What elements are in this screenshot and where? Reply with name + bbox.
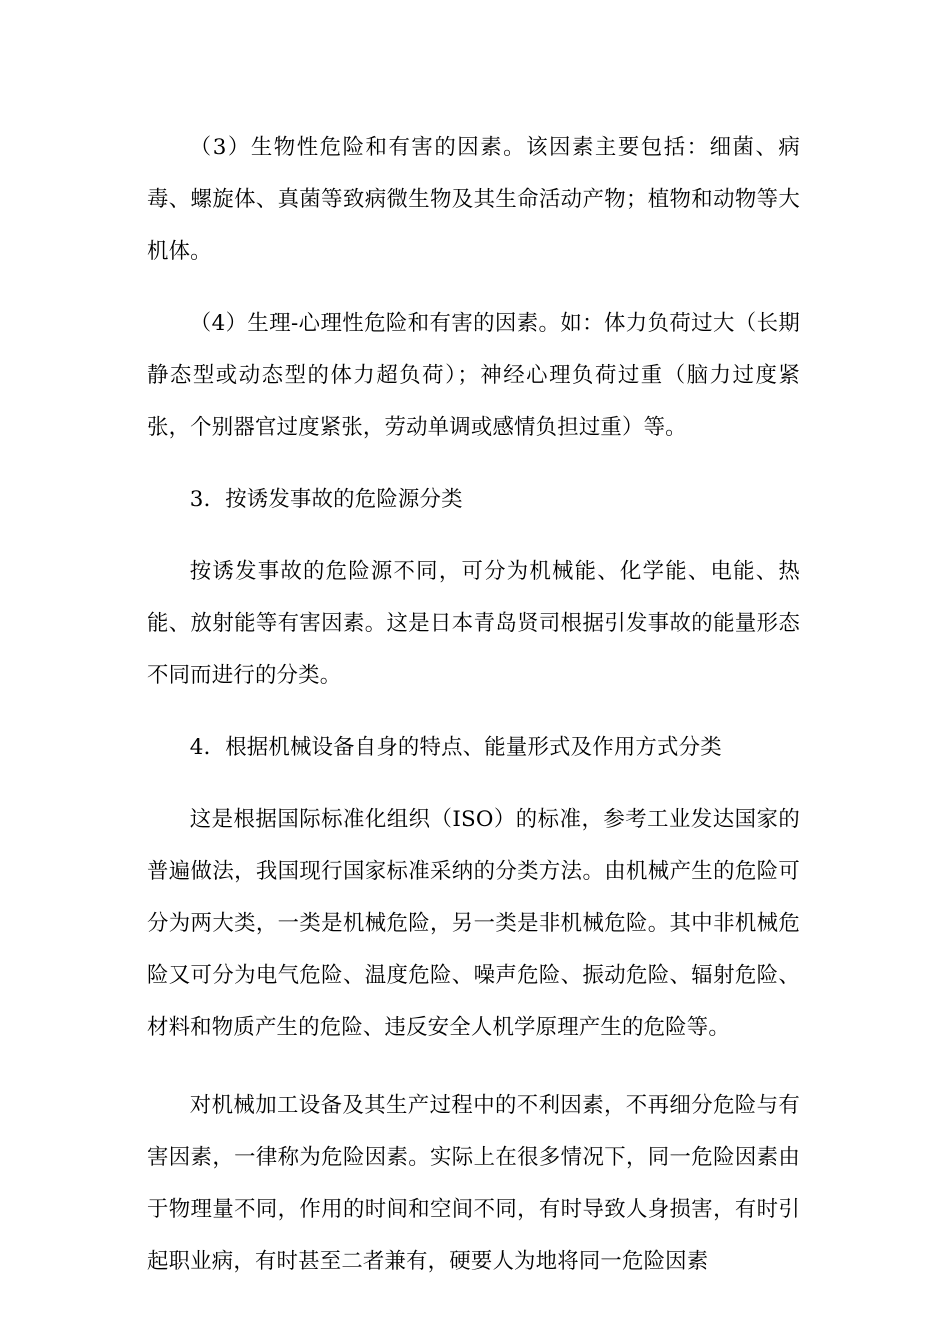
- paragraph-biological-factors: （3）生物性危险和有害的因素。该因素主要包括：细菌、病毒、螺旋体、真菌等致病微生物及其生命活动产物；植物和动物等大机体。: [147, 135, 800, 264]
- paragraph-hazard-factors: 对机械加工设备及其生产过程中的不利因素，不再细分危险与有害因素，一律称为危险因素。实际上在很多情况下，同一危险因素由于物理量不同，作用的时间和空间不同，有时导致人身损害，有时引起职业病，有时甚至二者兼有，硬要人为地将同一危险因素: [147, 1093, 800, 1274]
- section-heading-hazard-source: 3．按诱发事故的危险源分类: [189, 487, 463, 512]
- paragraph-physiological-factors: （4）生理-心理性危险和有害的因素。如：体力负荷过大（长期静态型或动态型的体力超负荷）；神经心理负荷过重（脑力过度紧张，个别器官过度紧张，劳动单调或感情负担过重）等。: [147, 311, 800, 440]
- paragraph-iso-classification: 这是根据国际标准化组织（ISO）的标准，参考工业发达国家的普遍做法，我国现行国家标准采纳的分类方法。由机械产生的危险可分为两大类，一类是机械危险，另一类是非机械危险。其中非机械危险又可分为电气危险、温度危险、噪声危险、振动危险、辐射危险、材料和物质产生的危险、违反安全人机学原理产生的危险等。: [147, 807, 800, 1040]
- paragraph-hazard-source: 按诱发事故的危险源不同，可分为机械能、化学能、电能、热能、放射能等有害因素。这是日本青岛贤司根据引发事故的能量形态不同而进行的分类。: [147, 559, 800, 688]
- section-heading-machine-characteristics: 4．根据机械设备自身的特点、能量形式及作用方式分类: [189, 735, 722, 760]
